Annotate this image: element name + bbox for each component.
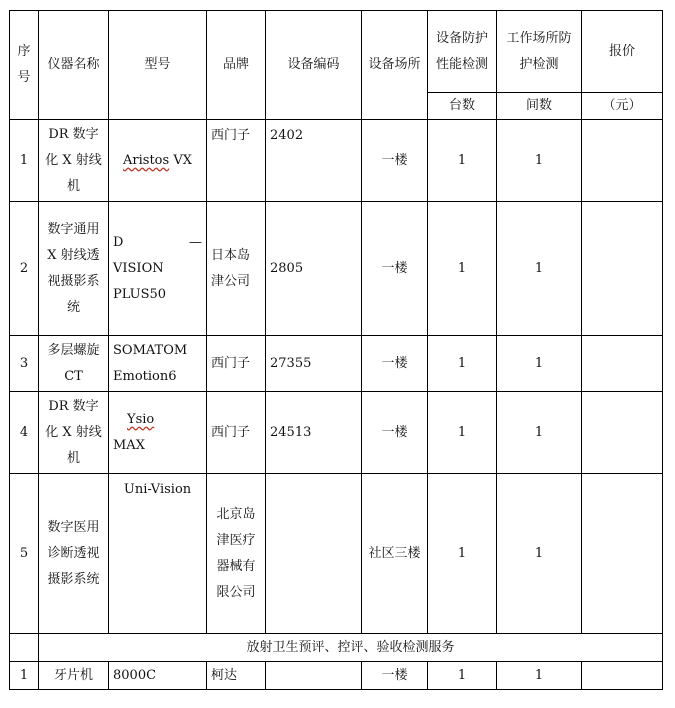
row-rooms: 1 (497, 120, 582, 202)
row-location: 社区三楼 (362, 474, 428, 634)
row-location: 一楼 (362, 120, 428, 202)
row-seq: 2 (10, 202, 39, 336)
table-row (10, 662, 663, 690)
row-code: 2805 (266, 202, 362, 336)
table-row (10, 392, 663, 474)
header-brand: 品牌 (207, 11, 266, 120)
row-brand: 西门子 (207, 392, 266, 474)
row-model-a: Ysio (127, 411, 155, 427)
row-model-a: SOMATOM (113, 342, 188, 358)
row-rooms: 1 (497, 202, 582, 336)
row-rooms: 1 (497, 392, 582, 474)
row-model (109, 474, 207, 634)
row-brand: 西门子 (207, 120, 266, 202)
row-seq: 1 (10, 120, 39, 202)
header-unit-yuan: （元） (582, 93, 663, 120)
row-name: 数字医用诊断透视摄影系统 (39, 474, 109, 634)
row-count: 1 (428, 392, 497, 474)
row-name: 数字通用 X 射线透视摄影系统 (39, 202, 109, 336)
row-model: 8000C (109, 662, 207, 690)
row-seq: 1 (10, 662, 39, 690)
header-workplace-test: 工作场所防护检测 (497, 11, 582, 93)
row-name: DR 数字化 X 射线机 (39, 120, 109, 202)
row-code: 24513 (266, 392, 362, 474)
section-row (10, 634, 663, 662)
row-name: 牙片机 (39, 662, 109, 690)
row-location: 一楼 (362, 202, 428, 336)
row-name: 多层螺旋 CT (39, 336, 109, 392)
header-code: 设备编码 (266, 11, 362, 120)
row-location: 一楼 (362, 662, 428, 690)
row-name: DR 数字化 X 射线机 (39, 392, 109, 474)
row-model-a: D — (113, 234, 202, 250)
header-seq: 序号 (10, 11, 39, 120)
row-model-b: MAX (113, 437, 145, 453)
header-unit-rooms: 间数 (497, 93, 582, 120)
row-rooms: 1 (497, 474, 582, 634)
row-model-b: Emotion6 (113, 368, 177, 384)
header-row (10, 11, 663, 93)
equipment-table (9, 10, 663, 690)
row-rooms: 1 (497, 336, 582, 392)
row-brand: 柯达 (207, 662, 266, 690)
row-count: 1 (428, 474, 497, 634)
row-model (109, 392, 207, 474)
row-quote (582, 662, 663, 690)
header-protection-test: 设备防护性能检测 (428, 11, 497, 93)
row-model-a: Aristos (123, 152, 170, 168)
row-quote (582, 474, 663, 634)
row-quote (582, 336, 663, 392)
section-blank (10, 634, 39, 662)
row-brand: 北京岛津医疗器械有限公司 (207, 474, 266, 634)
row-seq: 5 (10, 474, 39, 634)
table-row (10, 336, 663, 392)
header-model: 型号 (109, 11, 207, 120)
row-quote (582, 202, 663, 336)
row-code: 27355 (266, 336, 362, 392)
row-quote (582, 392, 663, 474)
row-seq: 3 (10, 336, 39, 392)
header-unit-count: 台数 (428, 93, 497, 120)
table-row (10, 202, 663, 336)
row-code: 2402 (266, 120, 362, 202)
row-model-b: VX (169, 152, 192, 168)
row-model-b: VISION PLUS50 (113, 260, 167, 302)
row-location: 一楼 (362, 336, 428, 392)
row-count: 1 (428, 336, 497, 392)
row-location: 一楼 (362, 392, 428, 474)
header-location: 设备场所 (362, 11, 428, 120)
header-quote: 报价 (582, 11, 663, 93)
table-row (10, 120, 663, 202)
section-title: 放射卫生预评、控评、验收检测服务 (39, 634, 663, 662)
row-quote (582, 120, 663, 202)
row-model-a: Uni-Vision (123, 482, 192, 497)
row-rooms: 1 (497, 662, 582, 690)
row-seq: 4 (10, 392, 39, 474)
row-model (109, 336, 207, 392)
row-model (109, 202, 207, 336)
row-code (266, 474, 362, 634)
row-code (266, 662, 362, 690)
header-name: 仪器名称 (39, 11, 109, 120)
row-count: 1 (428, 662, 497, 690)
row-model (109, 120, 207, 202)
row-count: 1 (428, 120, 497, 202)
row-brand: 西门子 (207, 336, 266, 392)
row-brand: 日本岛津公司 (207, 202, 266, 336)
table-row (10, 474, 663, 634)
row-count: 1 (428, 202, 497, 336)
